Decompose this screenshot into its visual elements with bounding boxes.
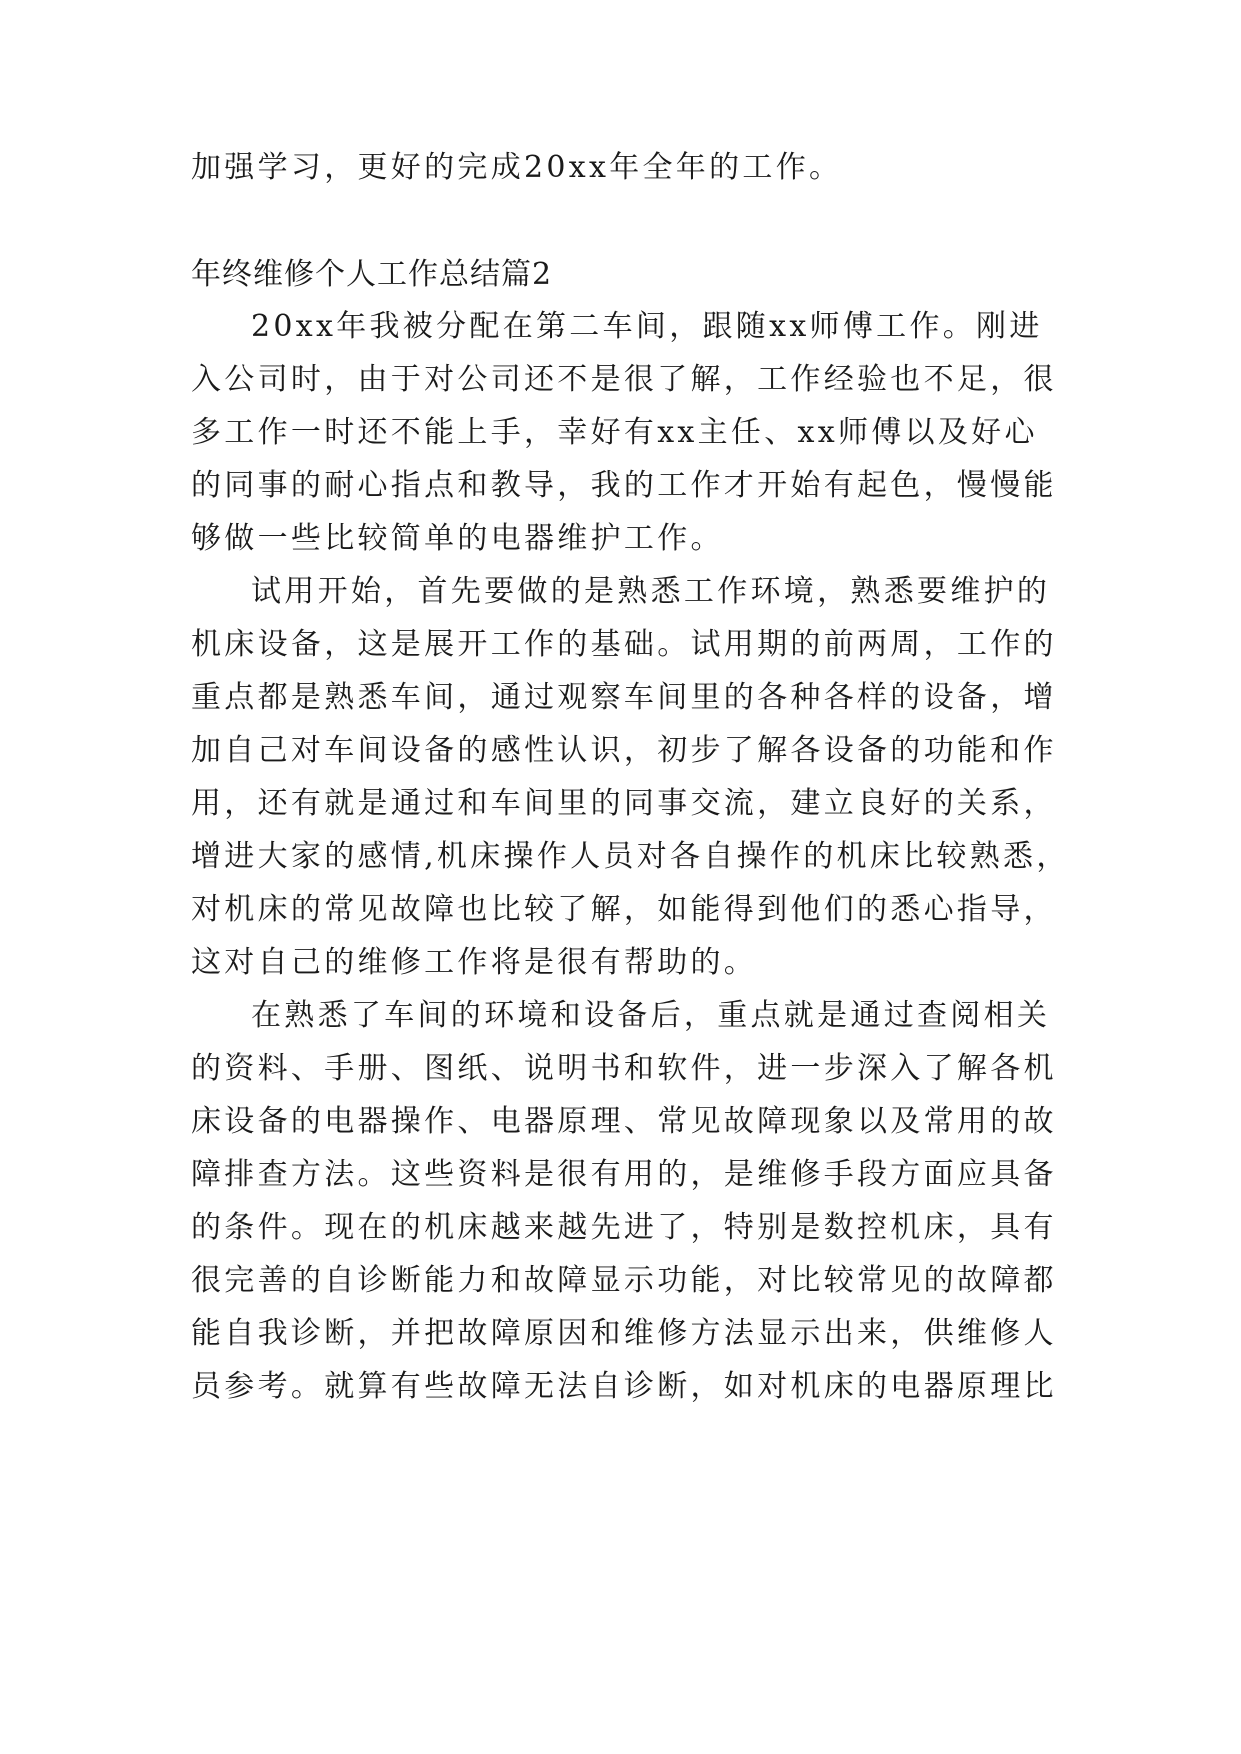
paragraph-line: 能自我诊断，并把故障原因和维修方法显示出来，供维修人 xyxy=(191,1316,1057,1351)
paragraph-line: 的资料、手册、图纸、说明书和软件，进一步深入了解各机 xyxy=(191,1051,1057,1086)
paragraph-line: 机床设备，这是展开工作的基础。试用期的前两周，工作的 xyxy=(191,627,1057,662)
paragraph-line: 够做一些比较简单的电器维护工作。 xyxy=(191,521,724,556)
paragraph-line: 加自己对车间设备的感性认识，初步了解各设备的功能和作 xyxy=(191,733,1057,768)
paragraph-line: 20xx年我被分配在第二车间，跟随xx师傅工作。刚进 xyxy=(251,309,1043,344)
paragraph-line: 增进大家的感情,机床操作人员对各自操作的机床比较熟悉， xyxy=(191,839,1070,874)
section-title: 年终维修个人工作总结篇2 xyxy=(191,257,553,292)
paragraph-line: 对机床的常见故障也比较了解，如能得到他们的悉心指导， xyxy=(191,892,1057,927)
paragraph-line: 入公司时，由于对公司还不是很了解，工作经验也不足，很 xyxy=(191,362,1057,397)
paragraph-line: 员参考。就算有些故障无法自诊断，如对机床的电器原理比 xyxy=(191,1369,1057,1404)
paragraph-line: 的条件。现在的机床越来越先进了，特别是数控机床，具有 xyxy=(191,1210,1057,1245)
paragraph-line: 多工作一时还不能上手，幸好有xx主任、xx师傅以及好心 xyxy=(191,415,1038,450)
paragraph-line: 用，还有就是通过和车间里的同事交流，建立良好的关系， xyxy=(191,786,1057,821)
paragraph-line: 试用开始，首先要做的是熟悉工作环境，熟悉要维护的 xyxy=(251,574,1051,609)
paragraph-line: 障排查方法。这些资料是很有用的，是维修手段方面应具备 xyxy=(191,1157,1057,1192)
paragraph-line: 在熟悉了车间的环境和设备后，重点就是通过查阅相关 xyxy=(251,998,1051,1033)
paragraph-line: 的同事的耐心指点和教导，我的工作才开始有起色，慢慢能 xyxy=(191,468,1057,503)
paragraph-line: 重点都是熟悉车间，通过观察车间里的各种各样的设备，增 xyxy=(191,680,1057,715)
intro-line: 加强学习，更好的完成20xx年全年的工作。 xyxy=(191,150,843,185)
paragraph-line: 这对自己的维修工作将是很有帮助的。 xyxy=(191,945,758,980)
paragraph-line: 床设备的电器操作、电器原理、常见故障现象以及常用的故 xyxy=(191,1104,1057,1139)
paragraph-line: 很完善的自诊断能力和故障显示功能，对比较常见的故障都 xyxy=(191,1263,1057,1298)
